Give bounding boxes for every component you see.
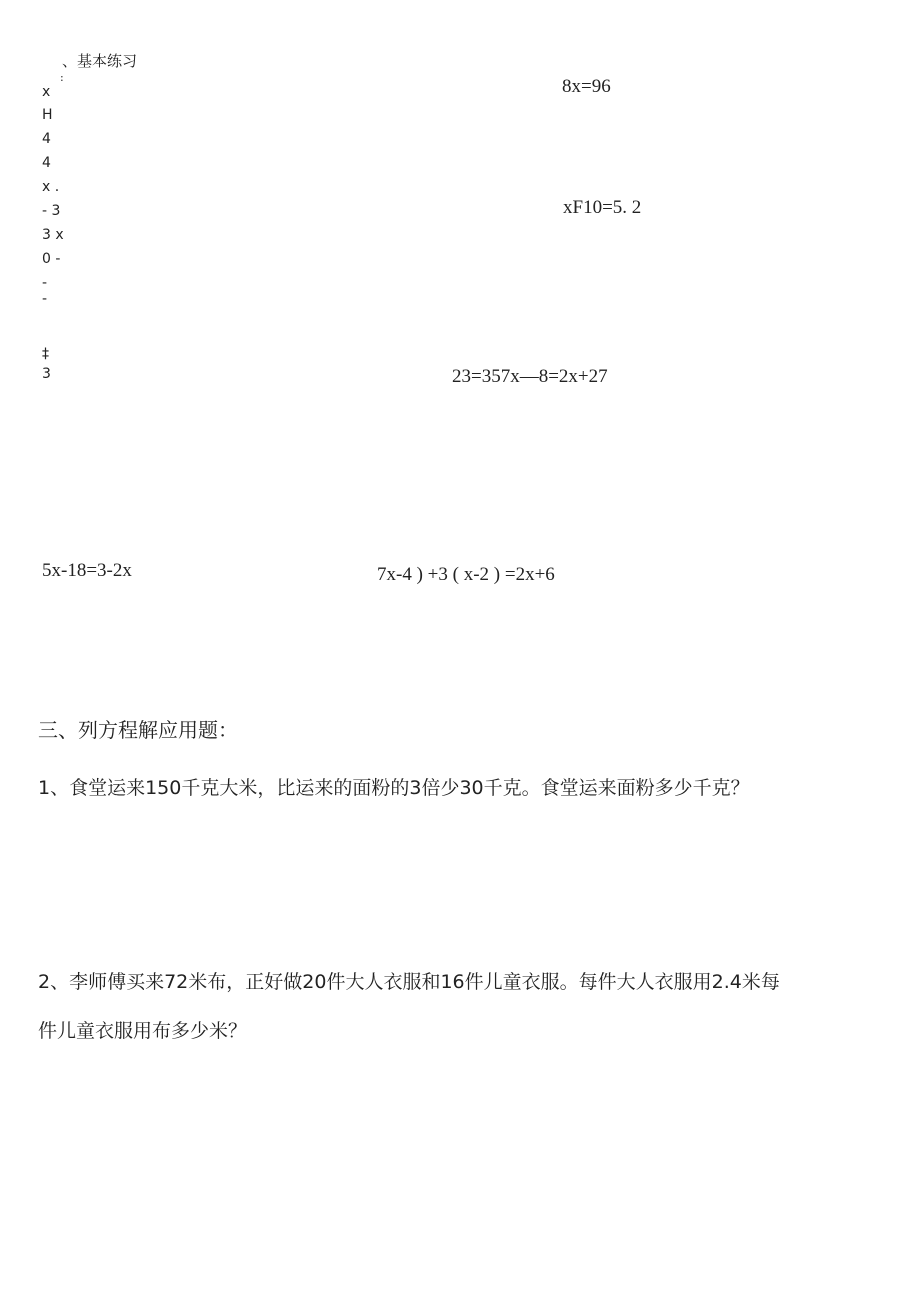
colon-mark: : [60,71,64,84]
margin-fragment: H [42,107,53,123]
equation-5: 7x-4 ) +3 ( x-2 ) =2x+6 [377,564,555,585]
section-3-heading: 三、列方程解应用题： [38,718,238,742]
margin-fragment: - 3 [42,203,61,219]
margin-fragment: 4 [42,131,51,147]
equation-4: 5x-18=3-2x [42,560,132,581]
equation-3: 23=357x—8=2x+27 [452,366,608,387]
margin-fragment: - [42,291,48,307]
word-problem-2-line-2: 件儿童衣服用布多少米？ [38,1020,248,1042]
word-problem-1: 1、食堂运来150千克大米，比运来的面粉的3倍少30千克。食堂运来面粉多少千克？ [38,777,750,799]
margin-fragment: - [42,275,48,291]
margin-fragment: ‡ [42,346,49,362]
margin-fragment: 0 - [42,251,61,267]
equation-1: 8x=96 [562,76,611,97]
margin-fragment: 4 [42,155,51,171]
margin-fragment: 3 x [42,227,64,243]
equation-2: xF10=5. 2 [563,197,642,218]
margin-fragment: x . [42,179,60,195]
margin-fragment: 3 [42,366,51,382]
word-problem-2-line-1: 2、李师傅买来72米布，正好做20件大人衣服和16件儿童衣服。每件大人衣服用2.4米每 [38,971,780,993]
margin-fragment: x [42,84,51,100]
section-heading: 、基本练习 [62,52,138,70]
